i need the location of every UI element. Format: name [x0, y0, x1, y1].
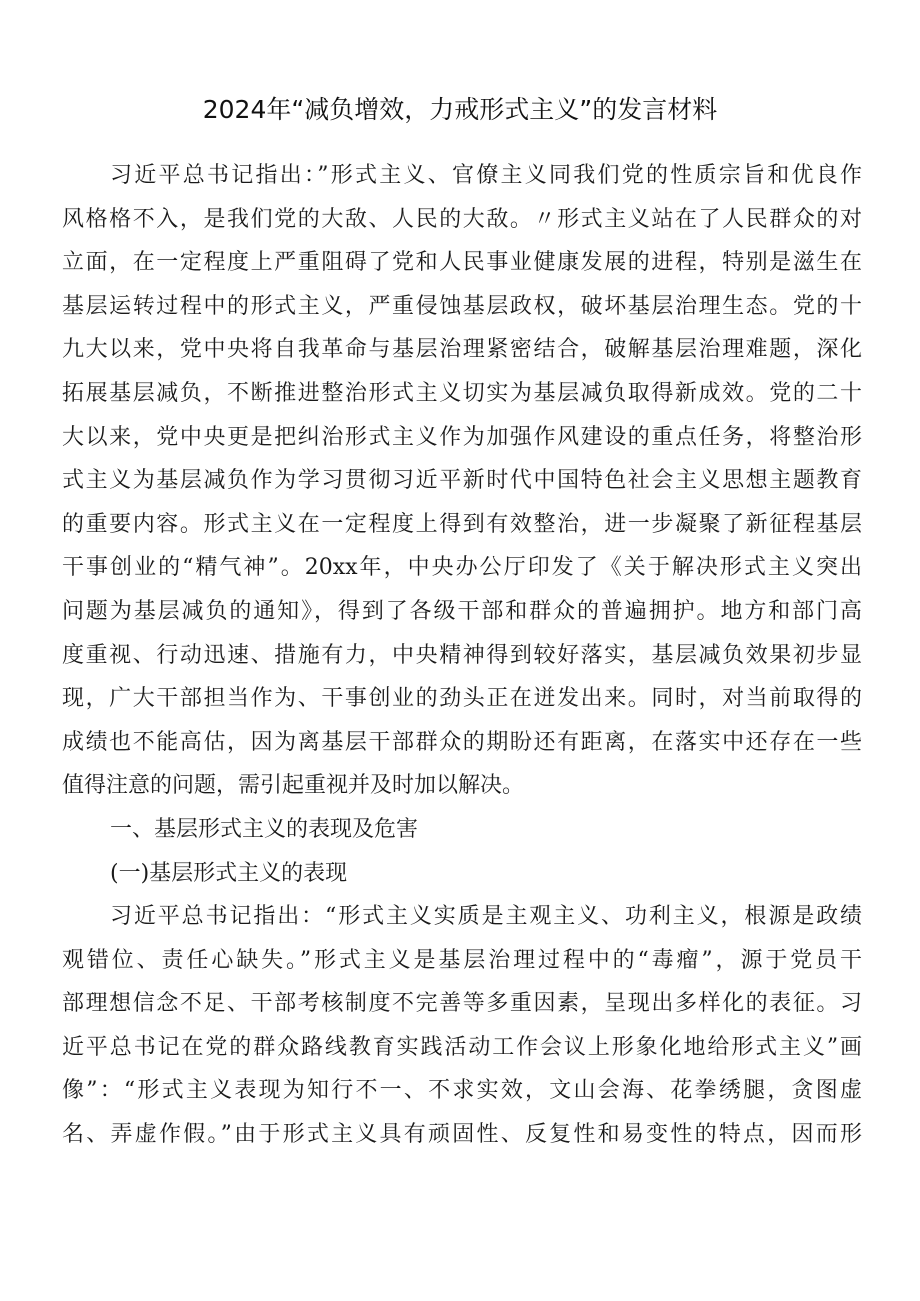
text-line: 立面，在一定程度上严重阻碍了党和人民事业健康发展的进程，特别是滋生在	[62, 250, 862, 276]
document-title: 2024年“减负增效，力戒形式主义”的发言材料	[202, 95, 718, 124]
text-line: 大以来，党中央更是把纠治形式主义作为加强作风建设的重点任务，将整治形	[62, 424, 862, 450]
document-body	[62, 154, 862, 1157]
paragraph-intro	[62, 154, 862, 808]
text-line: 名、弄虚作假。”由于形式主义具有顽固性、反复性和易变性的特点，因而形	[62, 1122, 862, 1148]
text-line: 干事创业的“精气神”。20xx年，中央办公厅印发了《关于解决形式主义突出	[62, 555, 862, 581]
text-line: 基层运转过程中的形式主义，严重侵蚀基层政权，破坏基层治理生态。党的十	[62, 293, 862, 319]
text-line: 问题为基层减负的通知》，得到了各级干部和群众的普遍拥护。地方和部门高	[62, 598, 862, 624]
text-line: 习近平总书记指出：“形式主义实质是主观主义、功利主义，根源是政绩	[110, 904, 862, 930]
text-line: 成绩也不能高估，因为离基层干部群众的期盼还有距离，在落实中还存在一些	[62, 729, 862, 755]
text-line: 式主义为基层减负作为学习贯彻习近平新时代中国特色社会主义思想主题教育	[62, 468, 862, 494]
text-line: 像”：“形式主义表现为知行不一、不求实效，文山会海、花拳绣腿，贪图虚	[62, 1078, 862, 1104]
subsection-heading: (一)基层形式主义的表现	[110, 860, 348, 886]
text-line: 习近平总书记指出：”形式主义、官僚主义同我们党的性质宗旨和优良作	[110, 163, 862, 188]
text-line: 拓展基层减负，不断推进整治形式主义切实为基层减负取得新成效。党的二十	[62, 380, 862, 406]
section-heading: 一、基层形式主义的表现及危害	[110, 816, 419, 842]
text-line: 值得注意的问题，需引起重视并及时加以解决。	[62, 773, 525, 799]
text-line: 九大以来，党中央将自我革命与基层治理紧密结合，破解基层治理难题，深化	[62, 337, 862, 363]
text-line: 近平总书记在党的群众路线教育实践活动工作会议上形象化地给形式主义”画	[62, 1034, 862, 1060]
text-line: 度重视、行动迅速、措施有力，中央精神得到较好落实，基层减负效果初步显	[62, 642, 862, 668]
text-line: 观错位、责任心缺失。”形式主义是基层治理过程中的“毒瘤”，源于党员干	[62, 947, 862, 973]
paragraph-section	[62, 895, 862, 1157]
text-line: 风格格不入，是我们党的大敌、人民的大敌。〃形式主义站在了人民群众的对	[62, 206, 862, 232]
text-line: 现，广大干部担当作为、干事创业的劲头正在迸发出来。同时，对当前取得的	[62, 686, 862, 712]
text-line: 的重要内容。形式主义在一定程度上得到有效整治，进一步凝聚了新征程基层	[62, 511, 862, 537]
text-line: 部理想信念不足、干部考核制度不完善等多重因素，呈现出多样化的表征。习	[62, 991, 862, 1017]
